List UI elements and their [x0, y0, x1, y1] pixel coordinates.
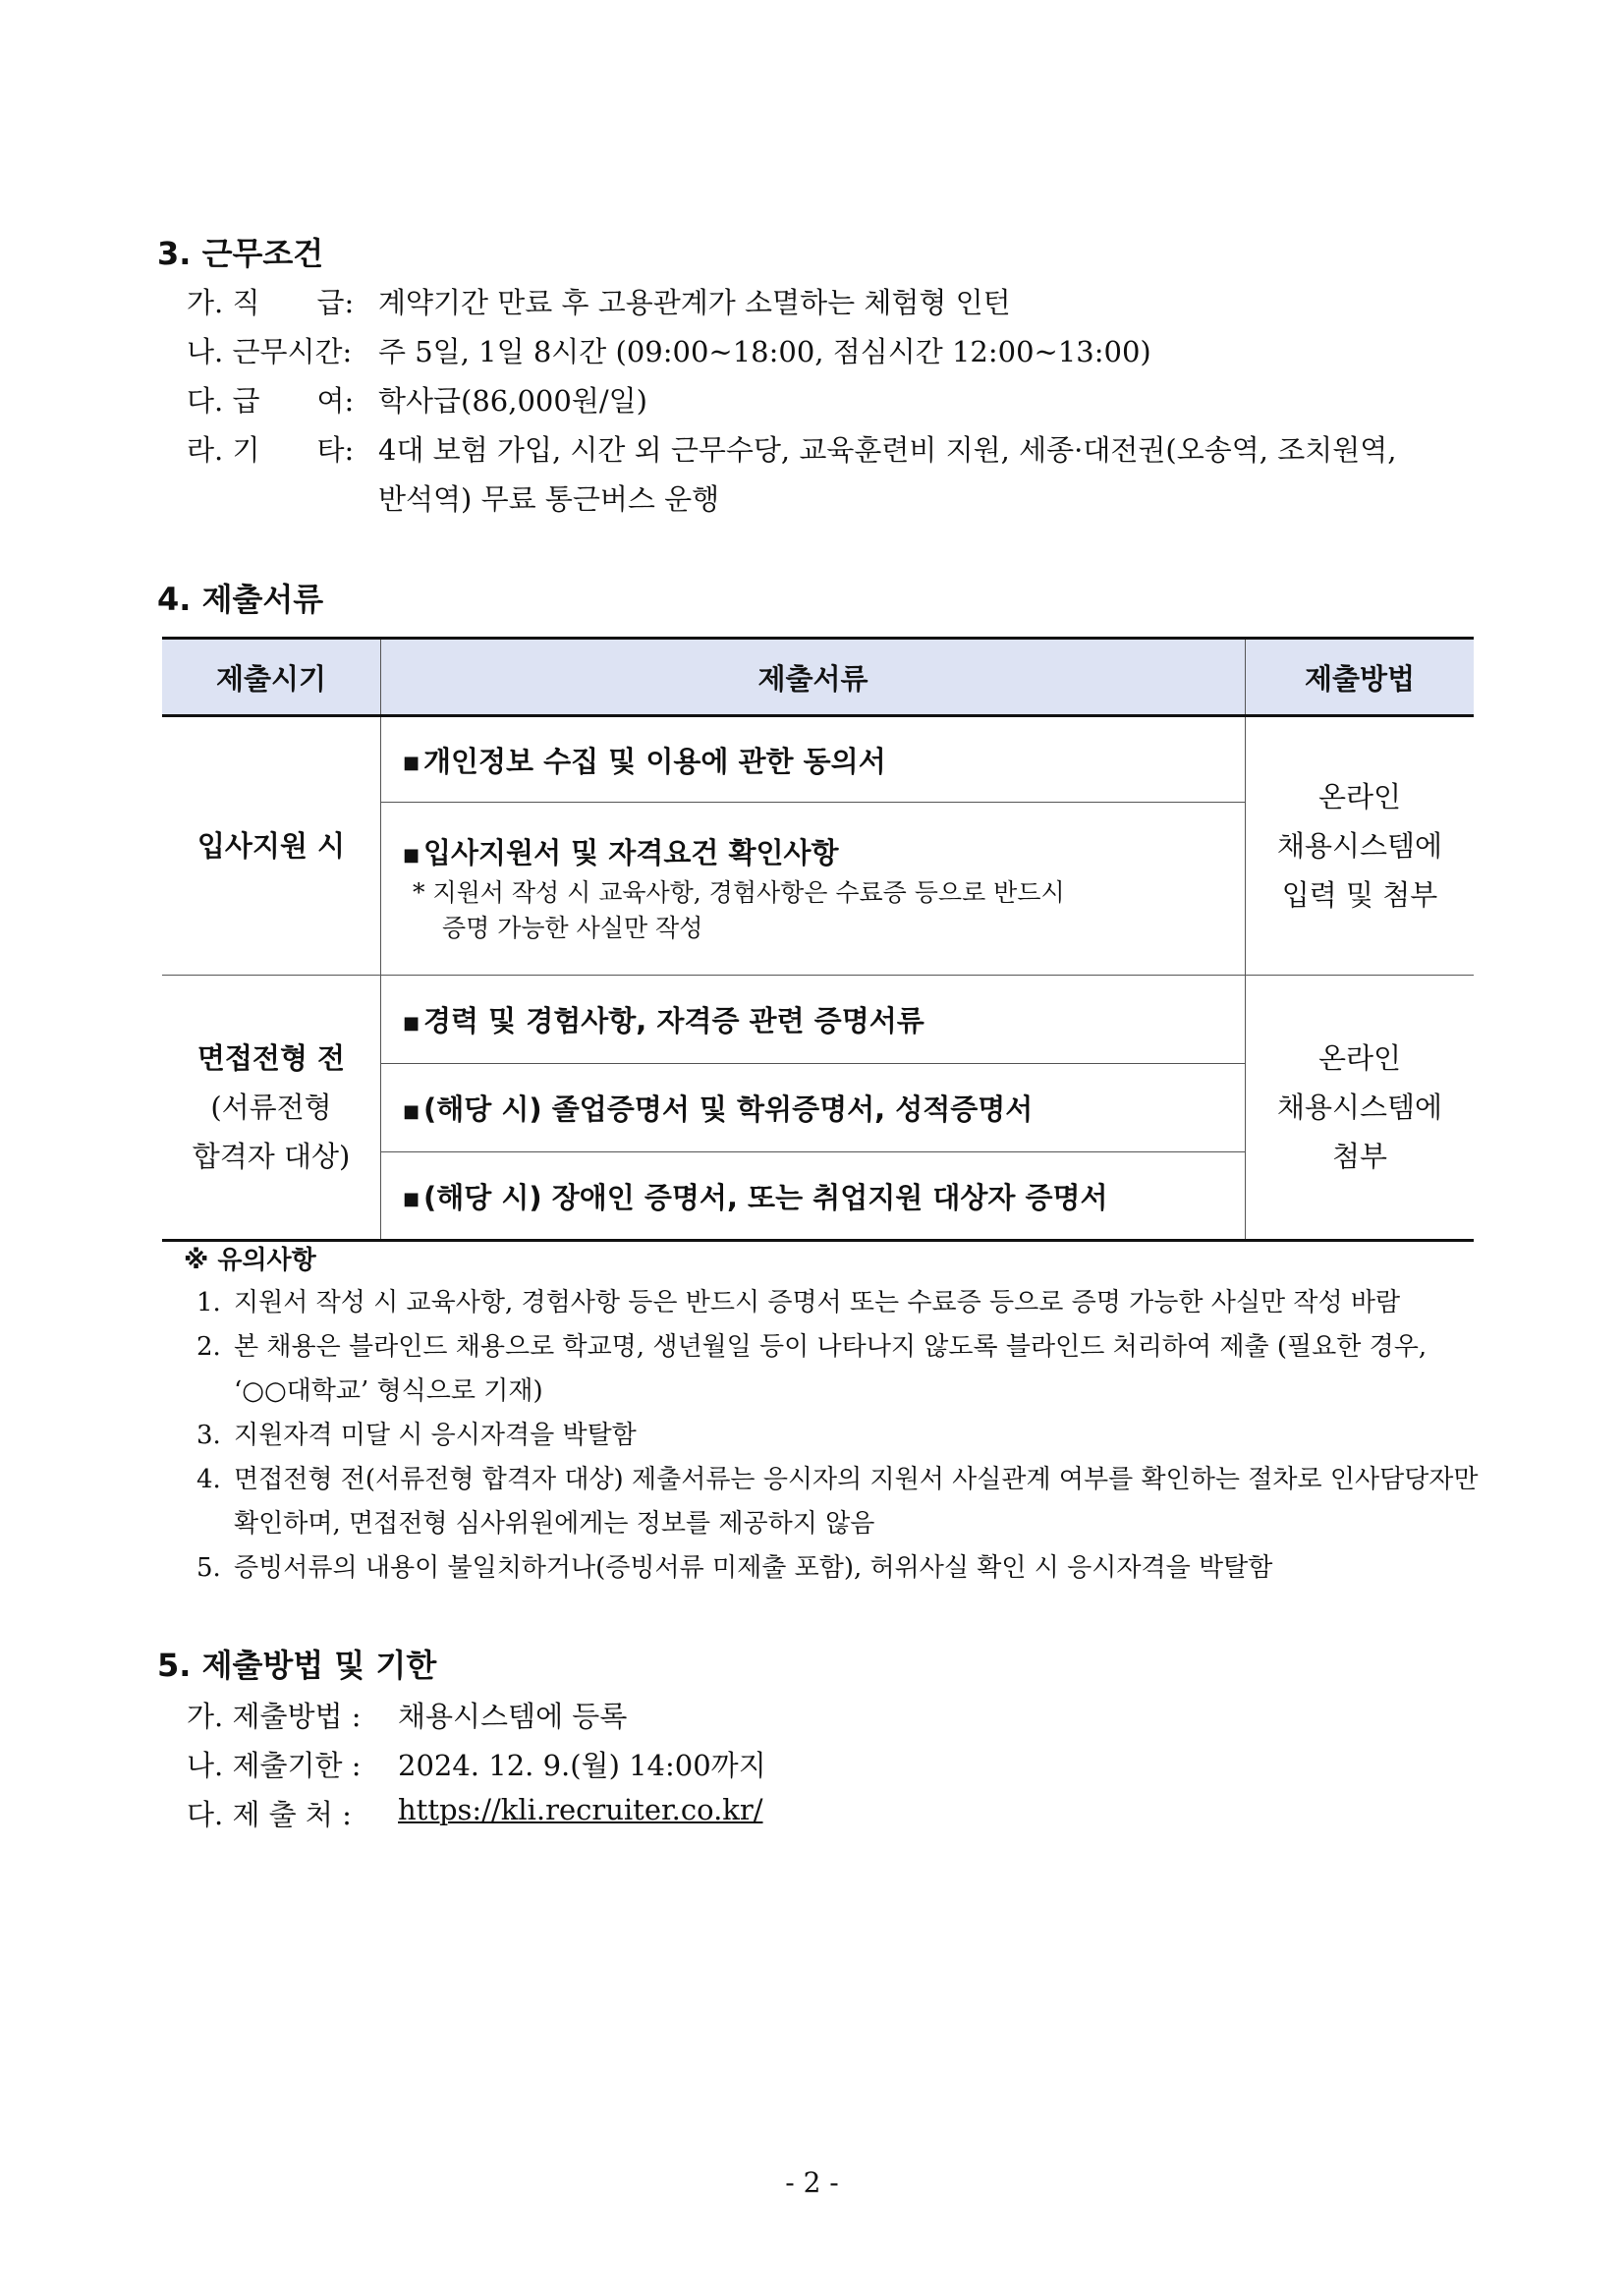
submission-label: 다. 제 출 처 : [187, 1798, 352, 1831]
recruiter-link[interactable]: https://kli.recruiter.co.kr/ [398, 1793, 763, 1826]
method-line: 첨부 [1331, 1140, 1388, 1173]
method-line: 입력 및 첨부 [1281, 878, 1438, 912]
documents-table [162, 637, 1474, 1242]
section-5-title: 5. 제출방법 및 기한 [157, 1647, 437, 1684]
method-line: 온라인 [1317, 1041, 1402, 1075]
doc-cell [381, 1152, 1246, 1241]
condition-label: 나. 근무시간: [187, 335, 353, 368]
method-cell-application [1246, 716, 1475, 976]
doc-cell [381, 1064, 1246, 1152]
list-item [196, 1325, 1484, 1414]
square-bullet-icon: ■ [403, 1012, 420, 1034]
header-when: 제출시기 [162, 639, 381, 716]
list-item [196, 1458, 1484, 1546]
submission-value: 채용시스템에 등록 [398, 1700, 628, 1733]
condition-label: 다. 급 여: [187, 384, 355, 418]
note-line: 증명 가능한 사실만 작성 [442, 914, 703, 942]
note-number: 1. [196, 1288, 221, 1317]
condition-value: 4대 보험 가입, 시간 외 근무수당, 교육훈련비 지원, 세종·대전권(오송역, 조치원역, [378, 433, 1397, 467]
doc-note [403, 875, 1231, 946]
square-bullet-icon: ■ [403, 753, 420, 773]
submission-value: 2024. 12. 9.(월) 14:00까지 [398, 1749, 766, 1782]
doc-label: 개인정보 수집 및 이용에 관한 동의서 [423, 744, 886, 778]
method-cell-interview [1246, 976, 1475, 1241]
list-item [196, 1414, 1484, 1458]
note-text: 면접전형 전(서류전형 합격자 대상) 제출서류는 응시자의 지원서 사실관계 여부를 확인하는 절차로 인사담당자만 확인하며, 면접전형 심사위원에게는 정보를 제공하지 않음 [234, 1465, 1479, 1539]
table-row [162, 976, 1474, 1064]
note-text: 지원서 작성 시 교육사항, 경험사항 등은 반드시 증명서 또는 수료증 등으로 증명 가능한 사실만 작성 바람 [234, 1288, 1401, 1317]
list-item [196, 1281, 1484, 1325]
condition-value: 학사급(86,000원/일) [378, 384, 647, 418]
condition-label: 가. 직 급: [187, 286, 355, 319]
note-text: 지원자격 미달 시 응시자격을 박탈함 [234, 1421, 637, 1450]
note-number: 5. [196, 1553, 221, 1583]
doc-label: 입사지원서 및 자격요건 확인사항 [423, 836, 839, 869]
condition-label: 라. 기 타: [187, 433, 355, 467]
square-bullet-icon: ■ [403, 844, 420, 866]
when-label: 면접전형 전 [196, 1041, 346, 1075]
list-item [196, 1546, 1484, 1591]
table-header-row [162, 639, 1474, 716]
doc-cell [381, 716, 1246, 803]
method-line: 채용시스템에 [1276, 1091, 1443, 1124]
note-number: 4. [196, 1465, 221, 1494]
notes-list [196, 1281, 1484, 1591]
notes-title: ※ 유의사항 [184, 1246, 316, 1275]
submission-label: 가. 제출방법 : [187, 1700, 362, 1733]
doc-label: (해당 시) 졸업증명서 및 학위증명서, 성적증명서 [423, 1092, 1034, 1126]
when-cell-application [162, 716, 381, 976]
doc-label: (해당 시) 장애인 증명서, 또는 취업지원 대상자 증명서 [423, 1180, 1108, 1214]
method-line: 온라인 [1317, 780, 1402, 813]
note-line: * 지원서 작성 시 교육사항, 경험사항은 수료증 등으로 반드시 [413, 878, 1065, 907]
doc-cell [381, 976, 1246, 1064]
doc-label: 경력 및 경험사항, 자격증 관련 증명서류 [423, 1004, 924, 1037]
header-method: 제출방법 [1246, 639, 1475, 716]
when-cell-interview [162, 976, 381, 1241]
submission-label: 나. 제출기한 : [187, 1749, 362, 1782]
page-number: - 2 - [785, 2166, 839, 2199]
square-bullet-icon: ■ [403, 1100, 420, 1122]
note-number: 2. [196, 1332, 221, 1362]
condition-value: 계약기간 만료 후 고용관계가 소멸하는 체험형 인턴 [378, 286, 1011, 319]
when-label: 입사지원 시 [196, 829, 346, 863]
note-text: 증빙서류의 내용이 불일치하거나(증빙서류 미제출 포함), 허위사실 확인 시 응시자격을 박탈함 [234, 1553, 1273, 1583]
note-number: 3. [196, 1421, 221, 1450]
table-row [162, 716, 1474, 803]
condition-value: 주 5일, 1일 8시간 (09:00~18:00, 점심시간 12:00~13:00) [378, 335, 1151, 368]
when-sub: 합격자 대상) [192, 1140, 351, 1173]
section-3-title: 3. 근무조건 [157, 235, 324, 272]
method-line: 채용시스템에 [1276, 829, 1443, 863]
note-text: 본 채용은 블라인드 채용으로 학교명, 생년월일 등이 나타나지 않도록 블라인드 처리하여 제출 (필요한 경우, ‘○○대학교’ 형식으로 기재) [234, 1332, 1428, 1406]
header-documents: 제출서류 [381, 639, 1246, 716]
square-bullet-icon: ■ [403, 1189, 420, 1209]
when-sub: (서류전형 [210, 1091, 332, 1124]
doc-cell [381, 803, 1246, 976]
condition-value-continued: 반석역) 무료 통근버스 운행 [378, 482, 720, 516]
section-4-title: 4. 제출서류 [157, 581, 324, 618]
